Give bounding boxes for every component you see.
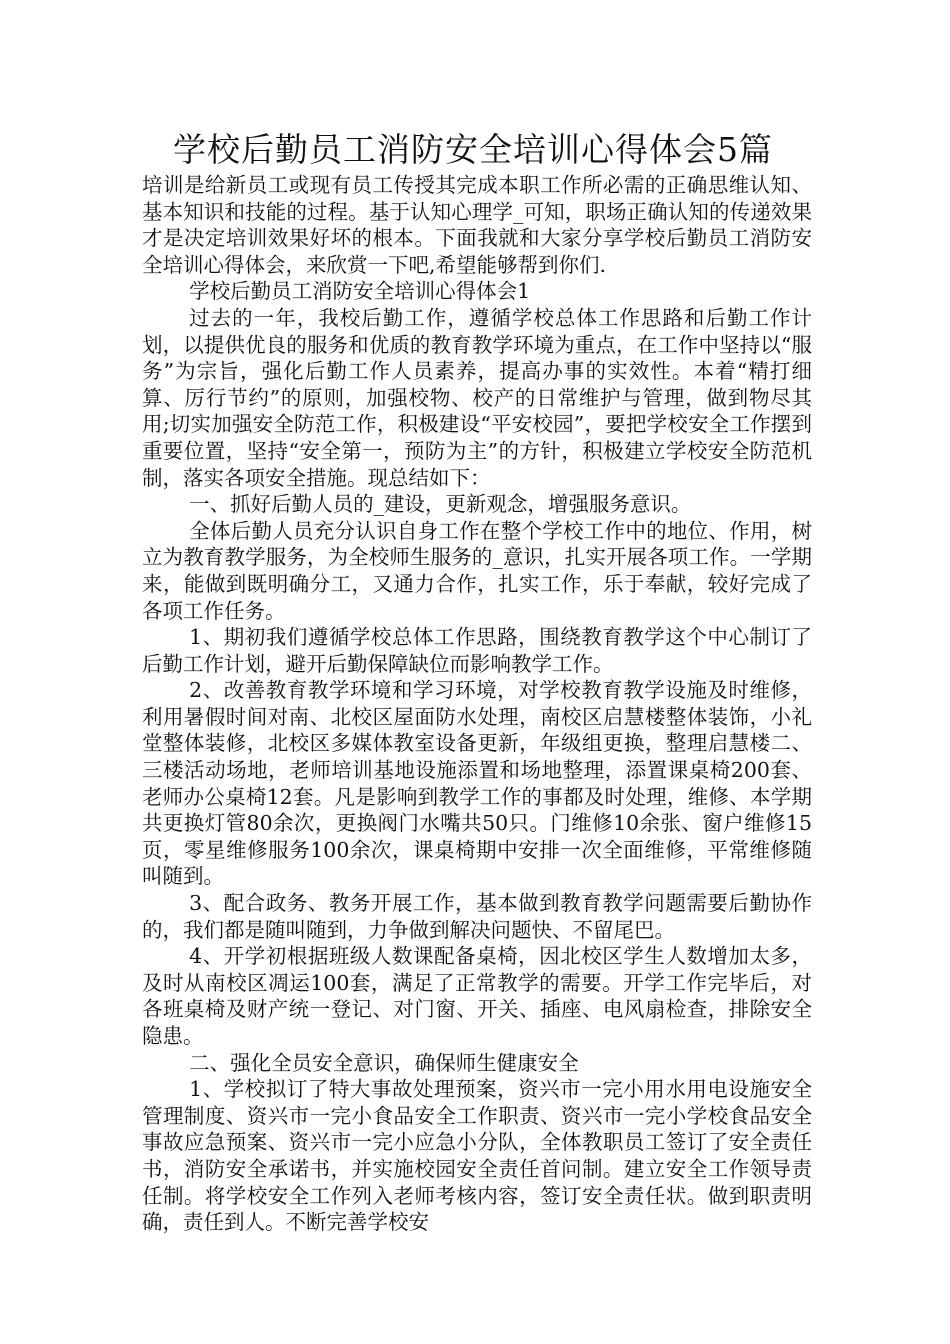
subheading-2: 二、强化全员安全意识，确保师生健康安全 [189,1050,579,1075]
intro-paragraph: 培训是给新员工或现有员工传授其完成本职工作所必需的正确思维认知、基本知识和技能的过程。基于认知心理学_可知，职场正确认知的传递效果才是决定培训效果好坏的根本。下面我就和大家分享学校后勤员工消防安全培训心得体会，来欣赏一下吧,希望能够帮到你们. [142,173,812,277]
document-body [142,172,812,1236]
list-item: 4、开学初根据班级人数课配备桌椅，因北校区学生人数增加太多，及时从南校区凋运100套，满足了正常教学的需要。开学工作完毕后，对各班桌椅及财产统一登记、对门窗、开关、插座、电风扇检查，排除安全隐患。 [142,944,812,1048]
document-title: 学校后勤员工消防安全培训心得体会5篇 [173,130,773,169]
list-item: 1、期初我们遵循学校总体工作思路，围绕教育教学这个中心制订了后勤工作计划，避开后勤保障缺位而影响教学工作。 [142,625,812,676]
body-paragraph: 全体后勤人员充分认识自身工作在整个学校工作中的地位、作用，树立为教育教学服务，为全校师生服务的_意识，扎实开展各项工作。一学期来，能做到既明确分工，又通力合作，扎实工作，乐于奉献，较好完成了各项工作任务。 [142,518,812,623]
body-paragraph: 过去的一年，我校后勤工作，遵循学校总体工作思路和后勤工作计划，以提供优良的服务和优质的教育教学环境为重点，在工作中坚持以“服务”为宗旨，强化后勤工作人员素养，提高办事的实效性。本着“精打细算、厉行节约”的原则，加强校物、校产的日常维护与管理，做到物尽其用;切实加强安全防范工作，积极建设“平安校园”，要把学校安全工作摆到重要位置，坚持“安全第一，预防为主”的方针，积极建立学校安全防范机制，落实各项安全措施。现总结如下： [142,305,812,490]
subheading-1: 一、抓好后勤人员的_建设，更新观念，增强服务意识。 [189,492,692,517]
list-item: 3、配合政务、教务开展工作，基本做到教育教学问题需要后勤协作的，我们都是随叫随到，力争做到解决问题快、不留尾巴。 [142,891,812,942]
section-heading-1: 学校后勤员工消防安全培训心得体会1 [189,279,531,304]
list-item: 2、改善教育教学环境和学习环境，对学校教育教学设施及时维修，利用暑假时间对南、北校区屋面防水处理，南校区启慧楼整体装饰，小礼堂整体装修，北校区多媒体教室设备更新，年级组更换，整理启慧楼二、三楼活动场地，老师培训基地设施添置和场地整理，添置课桌椅200套、老师办公桌椅12套。凡是影响到教学工作的事都及时处理，维修、本学期共更换灯管80余次，更换阀门水嘴共50只。门维修10余张、窗户维修15页，零星维修服务100余次，课桌椅期中安排一次全面维修，平常维修随叫随到。 [142,678,812,889]
list-item: 1、学校拟订了特大事故处理预案，资兴市一完小用水用电设施安全管理制度、资兴市一完小食品安全工作职责、资兴市一完小学校食品安全事故应急预案、资兴市一完小应急小分队，全体教职员工签订了安全责任书，消防安全承诺书，并实施校园安全责任首问制。建立安全工作领导责任制。将学校安全工作列入老师考核内容，签订安全责任状。做到职责明确，责任到人。不断完善学校安 [142,1077,812,1235]
